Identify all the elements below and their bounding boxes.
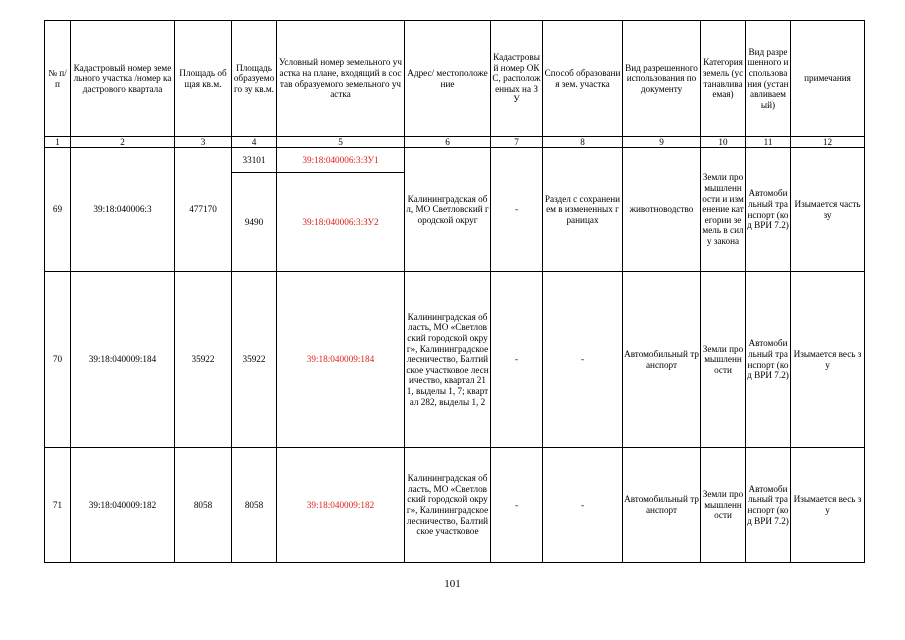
header-cell-1: № п/п (45, 21, 71, 137)
table-row-70 (45, 272, 865, 448)
column-number: 12 (791, 137, 865, 148)
header-cell-12: примечания (791, 21, 865, 137)
cadastral-number: 39:18:040006:3 (71, 148, 175, 272)
header-cell-3: Площадь общая кв.м. (175, 21, 232, 137)
header-cell-9: Вид разрешенного использования по документу (623, 21, 701, 137)
area-formed: 35922 (232, 272, 277, 448)
header-cell-11: Вид разрешенного использования (устанавливаемый) (746, 21, 791, 137)
address: Калининградская область, МО «Светловский городской округ», Калининградское лесничество, Балтийское участковое (405, 448, 491, 563)
header-cell-10: Категория земель (устанавливаемая) (701, 21, 746, 137)
header-cell-5: Условный номер земельного участка на плане, входящий в состав образуемого земельного участка (277, 21, 405, 137)
column-number: 4 (232, 137, 277, 148)
note: Изымается часть зу (791, 148, 865, 272)
oks-number: - (491, 148, 543, 272)
header-cell-4: Площадь образуемого зу кв.м. (232, 21, 277, 137)
formation-method: - (543, 272, 623, 448)
land-plots-table (44, 20, 865, 563)
conditional-number: 39:18:040009:184 (277, 272, 405, 448)
header-cell-7: Кадастровый номер ОКС, расположенных на ЗУ (491, 21, 543, 137)
area-formed: 8058 (232, 448, 277, 563)
column-number: 9 (623, 137, 701, 148)
formation-method: Раздел с сохранением в измененных границах (543, 148, 623, 272)
permitted-use-new: Автомобильный транспорт (код ВРИ 7.2) (746, 148, 791, 272)
table-row-69 (45, 148, 865, 173)
oks-number: - (491, 448, 543, 563)
land-category: Земли промышленности (701, 272, 746, 448)
note: Изымается весь зу (791, 272, 865, 448)
note: Изымается весь зу (791, 448, 865, 563)
row-number: 70 (45, 272, 71, 448)
column-number: 11 (746, 137, 791, 148)
column-number: 2 (71, 137, 175, 148)
area-formed: 33101 (232, 148, 277, 173)
column-number: 3 (175, 137, 232, 148)
row-number: 71 (45, 448, 71, 563)
address: Калининградская обл, МО Светловский городской округ (405, 148, 491, 272)
column-number-row (45, 137, 865, 148)
land-category: Земли промышленности (701, 448, 746, 563)
column-number: 7 (491, 137, 543, 148)
oks-number: - (491, 272, 543, 448)
conditional-number: 39:18:040009:182 (277, 448, 405, 563)
cadastral-number: 39:18:040009:184 (71, 272, 175, 448)
cadastral-number: 39:18:040009:182 (71, 448, 175, 563)
permitted-use-doc: Автомобильный транспорт (623, 448, 701, 563)
permitted-use-doc: Автомобильный транспорт (623, 272, 701, 448)
permitted-use-doc: животноводство (623, 148, 701, 272)
header-row (45, 21, 865, 137)
header-cell-6: Адрес/ местоположение (405, 21, 491, 137)
land-category: Земли промышленности и изменение категории земель в силу закона (701, 148, 746, 272)
area-total: 8058 (175, 448, 232, 563)
header-cell-2: Кадастровый номер земельного участка /номер кадастрового квартала (71, 21, 175, 137)
column-number: 10 (701, 137, 746, 148)
page-number: 101 (444, 578, 461, 590)
permitted-use-new: Автомобильный транспорт (код ВРИ 7.2) (746, 272, 791, 448)
column-number: 5 (277, 137, 405, 148)
column-number: 6 (405, 137, 491, 148)
column-number: 1 (45, 137, 71, 148)
area-formed: 9490 (232, 173, 277, 272)
table-row-71 (45, 448, 865, 563)
area-total: 35922 (175, 272, 232, 448)
permitted-use-new: Автомобильный транспорт (код ВРИ 7.2) (746, 448, 791, 563)
row-number: 69 (45, 148, 71, 272)
formation-method: - (543, 448, 623, 563)
header-cell-8: Способ образования зем. участка (543, 21, 623, 137)
conditional-number: 39:18:040006:3:ЗУ2 (277, 173, 405, 272)
area-total: 477170 (175, 148, 232, 272)
conditional-number: 39:18:040006:3:ЗУ1 (277, 148, 405, 173)
column-number: 8 (543, 137, 623, 148)
address: Калининградская область, МО «Светловский городской округ», Калининградское лесничество, Балтийское участковое лесничество, квартал 211, выделы 1, 7; квартал 282, выделы 1, 2 (405, 272, 491, 448)
